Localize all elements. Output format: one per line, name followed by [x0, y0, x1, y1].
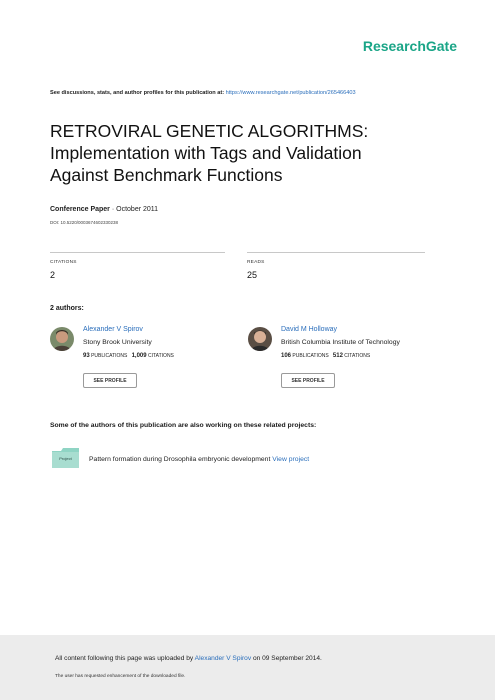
citations-divider [50, 252, 225, 253]
authors-heading: 2 authors: [50, 305, 84, 312]
doi: DOI: 10.5220/0003674602330238 [50, 220, 119, 225]
reads-divider [247, 252, 425, 253]
author-metrics [83, 353, 174, 359]
publication-type: Conference Paper [50, 206, 110, 213]
project-title: Pattern formation during Drosophila embryonic development [89, 456, 271, 463]
title-line-2: Implementation with Tags and Validation [50, 143, 362, 163]
author-institution: Stony Brook University [83, 339, 152, 346]
see-profile-button[interactable]: SEE PROFILE [281, 373, 335, 388]
publications-count: 93 [83, 353, 90, 359]
project-folder-icon [52, 448, 79, 468]
citations-label: CITATIONS [50, 260, 77, 265]
citations-count: 2 [50, 270, 56, 280]
publications-count: 106 [281, 353, 292, 359]
project-folder-label: Project [59, 456, 72, 461]
upload-note-lead: All content following this page was uploaded by [55, 655, 194, 662]
related-projects-heading: Some of the authors of this publication are also working on these related projects: [50, 422, 317, 429]
author-name-link[interactable]: David M Holloway [281, 326, 338, 333]
author-avatar[interactable] [50, 327, 74, 351]
uploader-link[interactable]: Alexander V Spirov [194, 655, 252, 662]
publication-url-link[interactable]: https://www.researchgate.net/publication/265466403 [225, 90, 356, 96]
title-line-3: Against Benchmark Functions [50, 165, 283, 185]
author-institution: British Columbia Institute of Technology [281, 339, 400, 346]
paper-title [50, 120, 450, 186]
footer-band [0, 635, 495, 700]
publication-type-line [50, 206, 158, 213]
title-line-1: RETROVIRAL GENETIC ALGORITHMS: [50, 121, 369, 141]
author-avatar[interactable] [248, 327, 272, 351]
researchgate-logo[interactable]: ResearchGate [362, 38, 457, 54]
author-citations-count: 1,009 [131, 353, 147, 359]
publications-label: PUBLICATIONS [292, 353, 329, 359]
see-profile-button[interactable]: SEE PROFILE [83, 373, 137, 388]
discussion-lead: See discussions, stats, and author profiles for this publication at: [50, 90, 225, 96]
upload-note-date: on 09 September 2014. [252, 655, 322, 662]
reads-label: READS [247, 260, 265, 265]
project-item [89, 456, 309, 463]
enhancement-note: The user has requested enhancement of the downloaded file. [55, 674, 186, 679]
publication-date: · October 2011 [111, 206, 159, 213]
author-citations-label: CITATIONS [147, 353, 174, 359]
discussion-line [50, 90, 356, 96]
reads-count: 25 [247, 270, 258, 280]
author-citations-label: CITATIONS [344, 353, 371, 359]
author-name-link[interactable]: Alexander V Spirov [83, 326, 143, 333]
view-project-link[interactable]: View project [272, 456, 310, 463]
author-metrics [281, 353, 370, 359]
publications-label: PUBLICATIONS [91, 353, 128, 359]
author-citations-count: 512 [332, 353, 343, 359]
upload-note [55, 655, 322, 662]
